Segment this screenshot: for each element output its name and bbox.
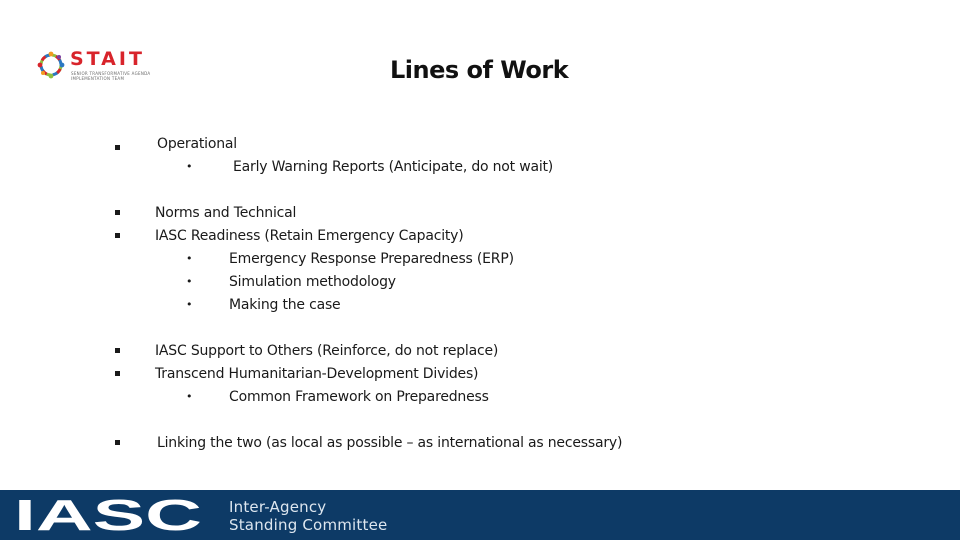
footer-org-name-line2: Standing Committee [229, 516, 388, 534]
list-item-sub: Simulation methodology [229, 274, 396, 290]
list-item-main: Norms and Technical [155, 205, 297, 221]
round-bullet-icon: • [186, 298, 193, 311]
iasc-logo-text: IASC [14, 496, 202, 534]
footer-banner [0, 490, 960, 540]
stait-subtext-line1: SENIOR TRANSFORMATIVE AGENDA [71, 71, 151, 76]
slide-title: Lines of Work [390, 56, 569, 84]
list-item-sub: Common Framework on Preparedness [229, 389, 489, 405]
round-bullet-icon: • [186, 160, 193, 173]
list-item-sub: Emergency Response Preparedness (ERP) [229, 251, 514, 267]
list-item-main: IASC Support to Others (Reinforce, do not replace) [155, 343, 499, 359]
round-bullet-icon: • [186, 390, 193, 403]
list-item-main: Transcend Humanitarian-Development Divides) [155, 366, 479, 382]
iasc-logo [14, 496, 204, 534]
square-bullet-icon [115, 440, 120, 445]
square-bullet-icon [115, 371, 120, 376]
stait-wordmark: STAIT [70, 48, 145, 70]
list-item-main: Linking the two (as local as possible – as international as necessary) [157, 435, 623, 451]
square-bullet-icon [115, 233, 120, 238]
list-item-sub: Early Warning Reports (Anticipate, do not wait) [233, 159, 554, 175]
stait-subtext-line2: IMPLEMENTATION TEAM [71, 76, 125, 81]
list-item-main: IASC Readiness (Retain Emergency Capacity) [155, 228, 464, 244]
square-bullet-icon [115, 145, 120, 150]
list-item-main: Operational [157, 136, 237, 152]
list-item-sub: Making the case [229, 297, 341, 313]
square-bullet-icon [115, 210, 120, 215]
square-bullet-icon [115, 348, 120, 353]
footer-org-name-line1: Inter-Agency [229, 498, 327, 516]
round-bullet-icon: • [186, 275, 193, 288]
round-bullet-icon: • [186, 252, 193, 265]
